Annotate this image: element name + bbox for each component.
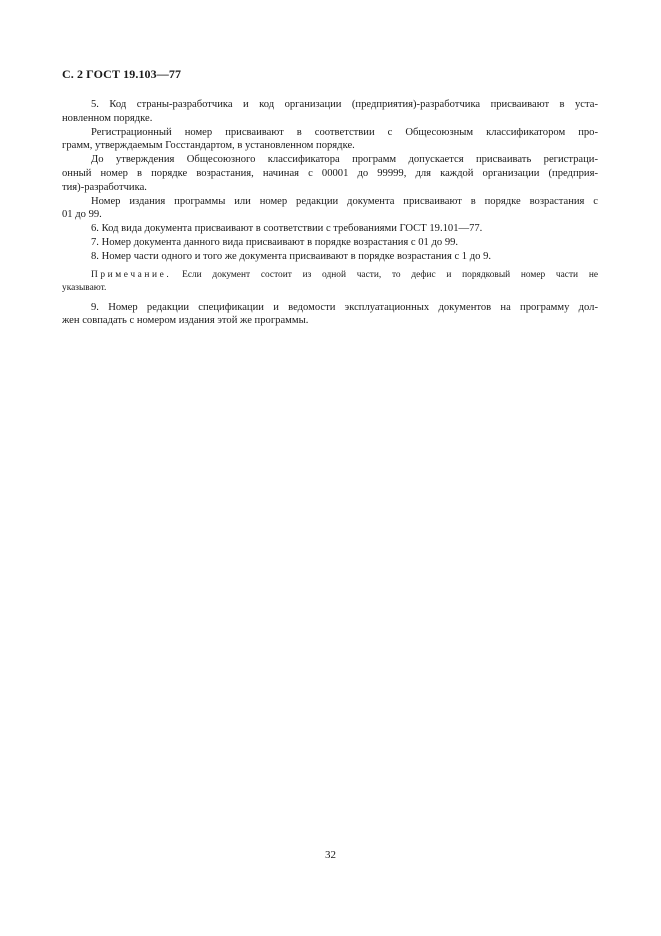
note-label: Примечание. (91, 269, 172, 280)
paragraph-9 (62, 301, 598, 329)
note-line (62, 269, 598, 282)
paragraph-before-approval (62, 153, 598, 194)
paragraph-7 (62, 236, 598, 250)
page-header: С. 2 ГОСТ 19.103—77 (62, 67, 182, 81)
paragraph-line: 01 до 99. (62, 209, 102, 221)
paragraph-line: 5. Код страны-разработчика и код организации (предприятия)-разработчика присваивают в уста- (91, 99, 598, 110)
paragraph-line: грамм, утверждаемым Госстандартом, в установленном порядке. (62, 140, 355, 152)
paragraph-line: 8. Номер части одного и того же документа присваивают в порядке возрастания с 1 до 9. (91, 250, 492, 262)
paragraph-line: онный номер в порядке возрастания, начиная с 00001 до 99999, для каждой организации (предприя- (62, 167, 598, 179)
paragraph-line: 7. Номер документа данного вида присваивают в порядке возрастания с 01 до 99. (91, 236, 459, 248)
paragraph-5 (62, 98, 598, 126)
paragraph-registration (62, 126, 598, 154)
paragraph-line: жен совпадать с номером издания этой же программы. (62, 315, 309, 327)
paragraph-line: Номер издания программы или номер редакции документа присваивают в порядке возрастания с (91, 195, 598, 207)
paragraph-line: 6. Код вида документа присваивают в соответствии с требованиями ГОСТ 19.101—77. (91, 223, 483, 235)
note (62, 269, 598, 295)
paragraph-line: 9. Номер редакции спецификации и ведомости эксплуатационных документов на программу дол- (91, 301, 598, 313)
paragraph-8 (62, 250, 598, 264)
paragraph-6 (62, 222, 598, 236)
page-number: 32 (325, 849, 336, 861)
paragraph-line: тия)-разработчика. (62, 181, 147, 193)
paragraph-line: Регистрационный номер присваивают в соответствии с Общесоюзным классификатором про- (91, 126, 598, 138)
note-text: Если документ состоит из одной части, то дефис и порядковый номер части не (182, 269, 598, 280)
paragraph-edition (62, 195, 598, 223)
document-body (62, 98, 598, 328)
paragraph-line: До утверждения Общесоюзного классификатора программ допускается присваивать регистраци- (91, 154, 598, 166)
paragraph-line: новленном порядке. (62, 112, 153, 124)
note-line: указывают. (62, 282, 107, 293)
